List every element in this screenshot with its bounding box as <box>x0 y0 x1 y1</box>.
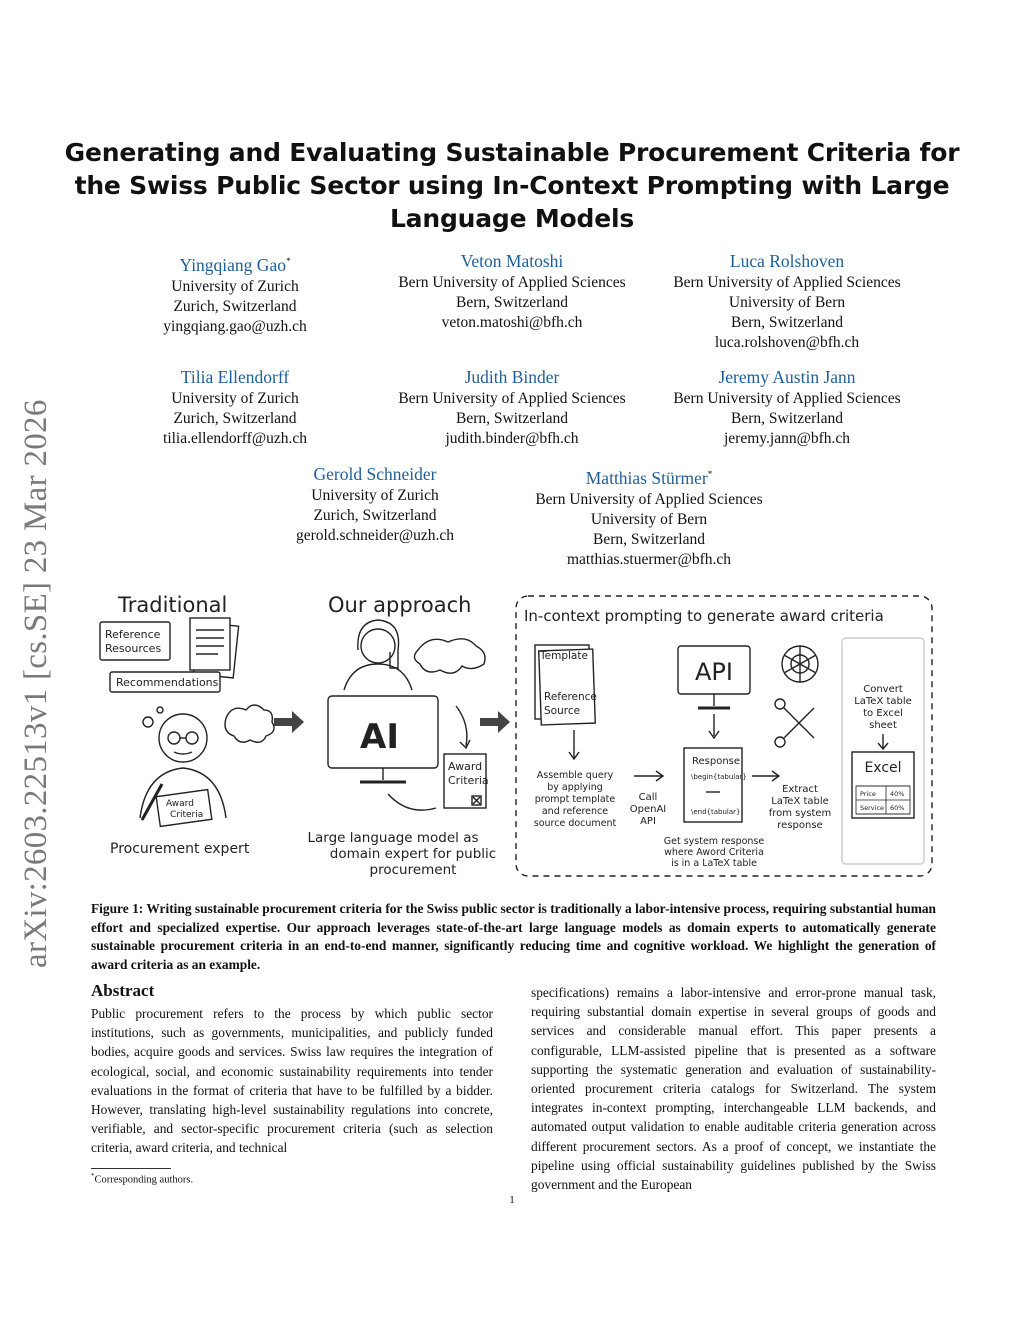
author-affiliation: Bern University of Applied Sciences <box>673 390 901 407</box>
abstract-text-right: specifications) remains a labor-intensive and error-prone manual task, requiring substantial domain expertise in several groups of goods and services and considerable manual effort. This paper presents a configurable, LLM-assisted pipeline that is presented as a software supporting the systematic generation and evaluation of sustainability-oriented procurement criteria catalogs for Switzerland. The system integrates in-context prompting, interchangeable LLM backends, and automated output validation to enable auditable criteria generation across different procurement sectors. As a proof of concept, we instantiate the pipeline using official sustainability guidelines published by the Swiss government and the European <box>531 985 936 1193</box>
extract-label: response <box>777 820 823 831</box>
footnote: *Corresponding authors. <box>91 1172 194 1186</box>
author-location: Bern, Switzerland <box>731 410 843 427</box>
assemble-query-label: and reference <box>541 806 609 817</box>
get-response-label: where Aword Criteria <box>664 847 764 858</box>
ai-label: AI <box>360 717 399 757</box>
author-email[interactable]: tilia.ellendorff@uzh.ch <box>163 430 307 447</box>
arxiv-identifier: arXiv:2603.22513v1 [cs.SE] 23 Mar 2026 <box>18 399 54 968</box>
author-name: Veton Matoshi <box>460 251 564 271</box>
extract-label: Extract <box>782 784 818 795</box>
author-affiliation: University of Zurich <box>311 487 439 504</box>
conversion-column <box>842 638 924 864</box>
reference-source-label: Source <box>544 705 581 717</box>
author-email[interactable]: judith.binder@bfh.ch <box>445 430 579 447</box>
award-criteria-label: Criteria <box>170 810 204 820</box>
thought-bubble <box>143 717 153 727</box>
assemble-query-label: by applying <box>547 782 603 793</box>
our-approach-heading: Our approach <box>328 593 472 617</box>
response-label: Response <box>692 756 741 767</box>
assemble-query-label: Assemble query <box>536 770 614 781</box>
author-affiliation: Bern University of Applied Sciences <box>398 274 626 291</box>
excel-cell: 60% <box>890 804 905 812</box>
api-label: API <box>695 658 733 686</box>
abstract-heading: Abstract <box>91 981 155 1000</box>
figure-caption: Figure 1: Writing sustainable procurement criteria for the Swiss public sector is traditionally a labor-intensive process, requiring substantial human effort and specialized expertise. Our approach leverages state-of-the-art large language models as domain experts to automatically generate sustainable procurement criteria in an end-to-end manner, significantly reducing time and cognitive workload. We highlight the generation of award criteria as an example. <box>91 901 936 972</box>
author-block <box>657 250 917 353</box>
reference-source-label: Reference <box>544 691 597 703</box>
convert-label: sheet <box>869 720 897 731</box>
author-block <box>140 366 330 449</box>
author-affiliation: Bern University of Applied Sciences <box>535 490 763 508</box>
author-email[interactable]: gerold.schneider@uzh.ch <box>295 527 455 544</box>
author-block <box>270 463 480 546</box>
author-location: Zurich, Switzerland <box>313 507 437 524</box>
author-block <box>519 463 779 570</box>
template-label: Template <box>540 650 588 662</box>
abstract-text-left: Public procurement refers to the process by which public sector institutions, such as governments, municipalities, and publicly funded bodies, acquire goods and services. Swiss law requires the integration of ecological, social, and economic sustainability requirements into tender evaluations in the format of criteria that have to be fulfilled by a bidder. However, translating high-level sustainability regulations into concrete, verifiable, and sector-specific procurement criteria (such as selection criteria, award criteria, and technical <box>91 1006 493 1156</box>
paper-title: Generating and Evaluating Sustainable Procurement Criteria for the Swiss Public Sector using In-Context Prompting with Large Language Models <box>64 138 960 233</box>
assemble-query-label: prompt template <box>534 794 616 805</box>
assemble-query-label: source document <box>533 818 617 829</box>
llm-caption: procurement <box>369 862 457 878</box>
author-location: Zurich, Switzerland <box>173 410 297 427</box>
author-block <box>382 366 642 449</box>
thought-bubble <box>157 707 163 713</box>
begin-tabular-label: \begin{tabular} <box>691 773 747 781</box>
call-openai-label: OpenAI <box>629 804 667 815</box>
author-block <box>140 250 330 337</box>
traditional-heading: Traditional <box>118 593 228 617</box>
arrow-icon <box>274 711 304 733</box>
arrow-icon <box>480 711 510 733</box>
reference-resources-label: Reference <box>105 628 161 641</box>
call-openai-label: Call <box>638 792 658 803</box>
author-name: Yingqiang Gao* <box>179 254 291 275</box>
author-name: Jeremy Austin Jann <box>718 367 856 387</box>
author-affiliation: University of Bern <box>590 510 708 528</box>
switzerland-map-icon <box>414 639 485 673</box>
author-affiliation: Bern University of Applied Sciences <box>398 390 626 407</box>
author-name: Judith Binder <box>464 367 560 387</box>
author-affiliation: University of Bern <box>728 294 846 311</box>
author-email[interactable]: matthias.stuermer@bfh.ch <box>566 550 732 568</box>
author-location: Bern, Switzerland <box>456 294 568 311</box>
person-body <box>344 664 412 690</box>
author-name: Luca Rolshoven <box>729 251 845 271</box>
author-location: Bern, Switzerland <box>593 530 705 548</box>
llm-caption: domain expert for public <box>329 846 497 862</box>
scissors-icon <box>784 708 814 738</box>
footnote-rule <box>91 1168 171 1169</box>
author-location: Zurich, Switzerland <box>173 297 297 315</box>
in-context-heading: In-context prompting to generate award criteria <box>524 607 884 625</box>
get-response-label: is in a LaTeX table <box>671 858 757 869</box>
author-affiliation: University of Zurich <box>171 390 299 407</box>
end-tabular-label: \end{tabular} <box>691 808 741 816</box>
author-name: Tilia Ellendorff <box>180 367 290 387</box>
convert-label: LaTeX table <box>854 696 912 707</box>
author-name: Gerold Schneider <box>313 464 437 484</box>
author-name: Matthias Stürmer* <box>585 467 713 488</box>
figure-1-illustration <box>88 588 948 888</box>
author-affiliation: University of Zurich <box>171 277 299 295</box>
procurement-expert-label: Procurement expert <box>110 841 250 857</box>
author-email[interactable]: veton.matoshi@bfh.ch <box>441 314 583 331</box>
llm-caption: Large language model as <box>307 830 479 846</box>
author-email[interactable]: jeremy.jann@bfh.ch <box>723 430 851 447</box>
reference-resources-label: Resources <box>105 642 162 655</box>
author-location: Bern, Switzerland <box>456 410 568 427</box>
excel-cell: Price <box>860 790 876 798</box>
award-criteria-label: Award <box>448 760 483 773</box>
excel-cell: Service <box>860 804 885 812</box>
author-affiliation: Bern University of Applied Sciences <box>673 274 901 291</box>
author-block <box>382 250 642 333</box>
award-criteria-label: Criteria <box>448 774 489 787</box>
get-response-label: Get system response <box>663 836 765 847</box>
convert-label: to Excel <box>863 708 903 719</box>
excel-label: Excel <box>864 760 902 776</box>
call-openai-label: API <box>640 816 656 827</box>
author-block <box>657 366 917 449</box>
recommendations-label: Recommendations <box>116 676 219 689</box>
author-location: Bern, Switzerland <box>731 314 843 331</box>
author-email[interactable]: luca.rolshoven@bfh.ch <box>714 334 860 351</box>
convert-label: Convert <box>863 684 903 695</box>
extract-label: from system <box>768 808 832 819</box>
cloud-icon <box>225 705 274 742</box>
document-icon <box>190 618 230 670</box>
page-number: 1 <box>509 1194 515 1206</box>
award-criteria-label: Award <box>166 799 194 809</box>
extract-label: LaTeX table <box>771 796 829 807</box>
author-email[interactable]: yingqiang.gao@uzh.ch <box>163 317 307 335</box>
excel-cell: 40% <box>890 790 905 798</box>
